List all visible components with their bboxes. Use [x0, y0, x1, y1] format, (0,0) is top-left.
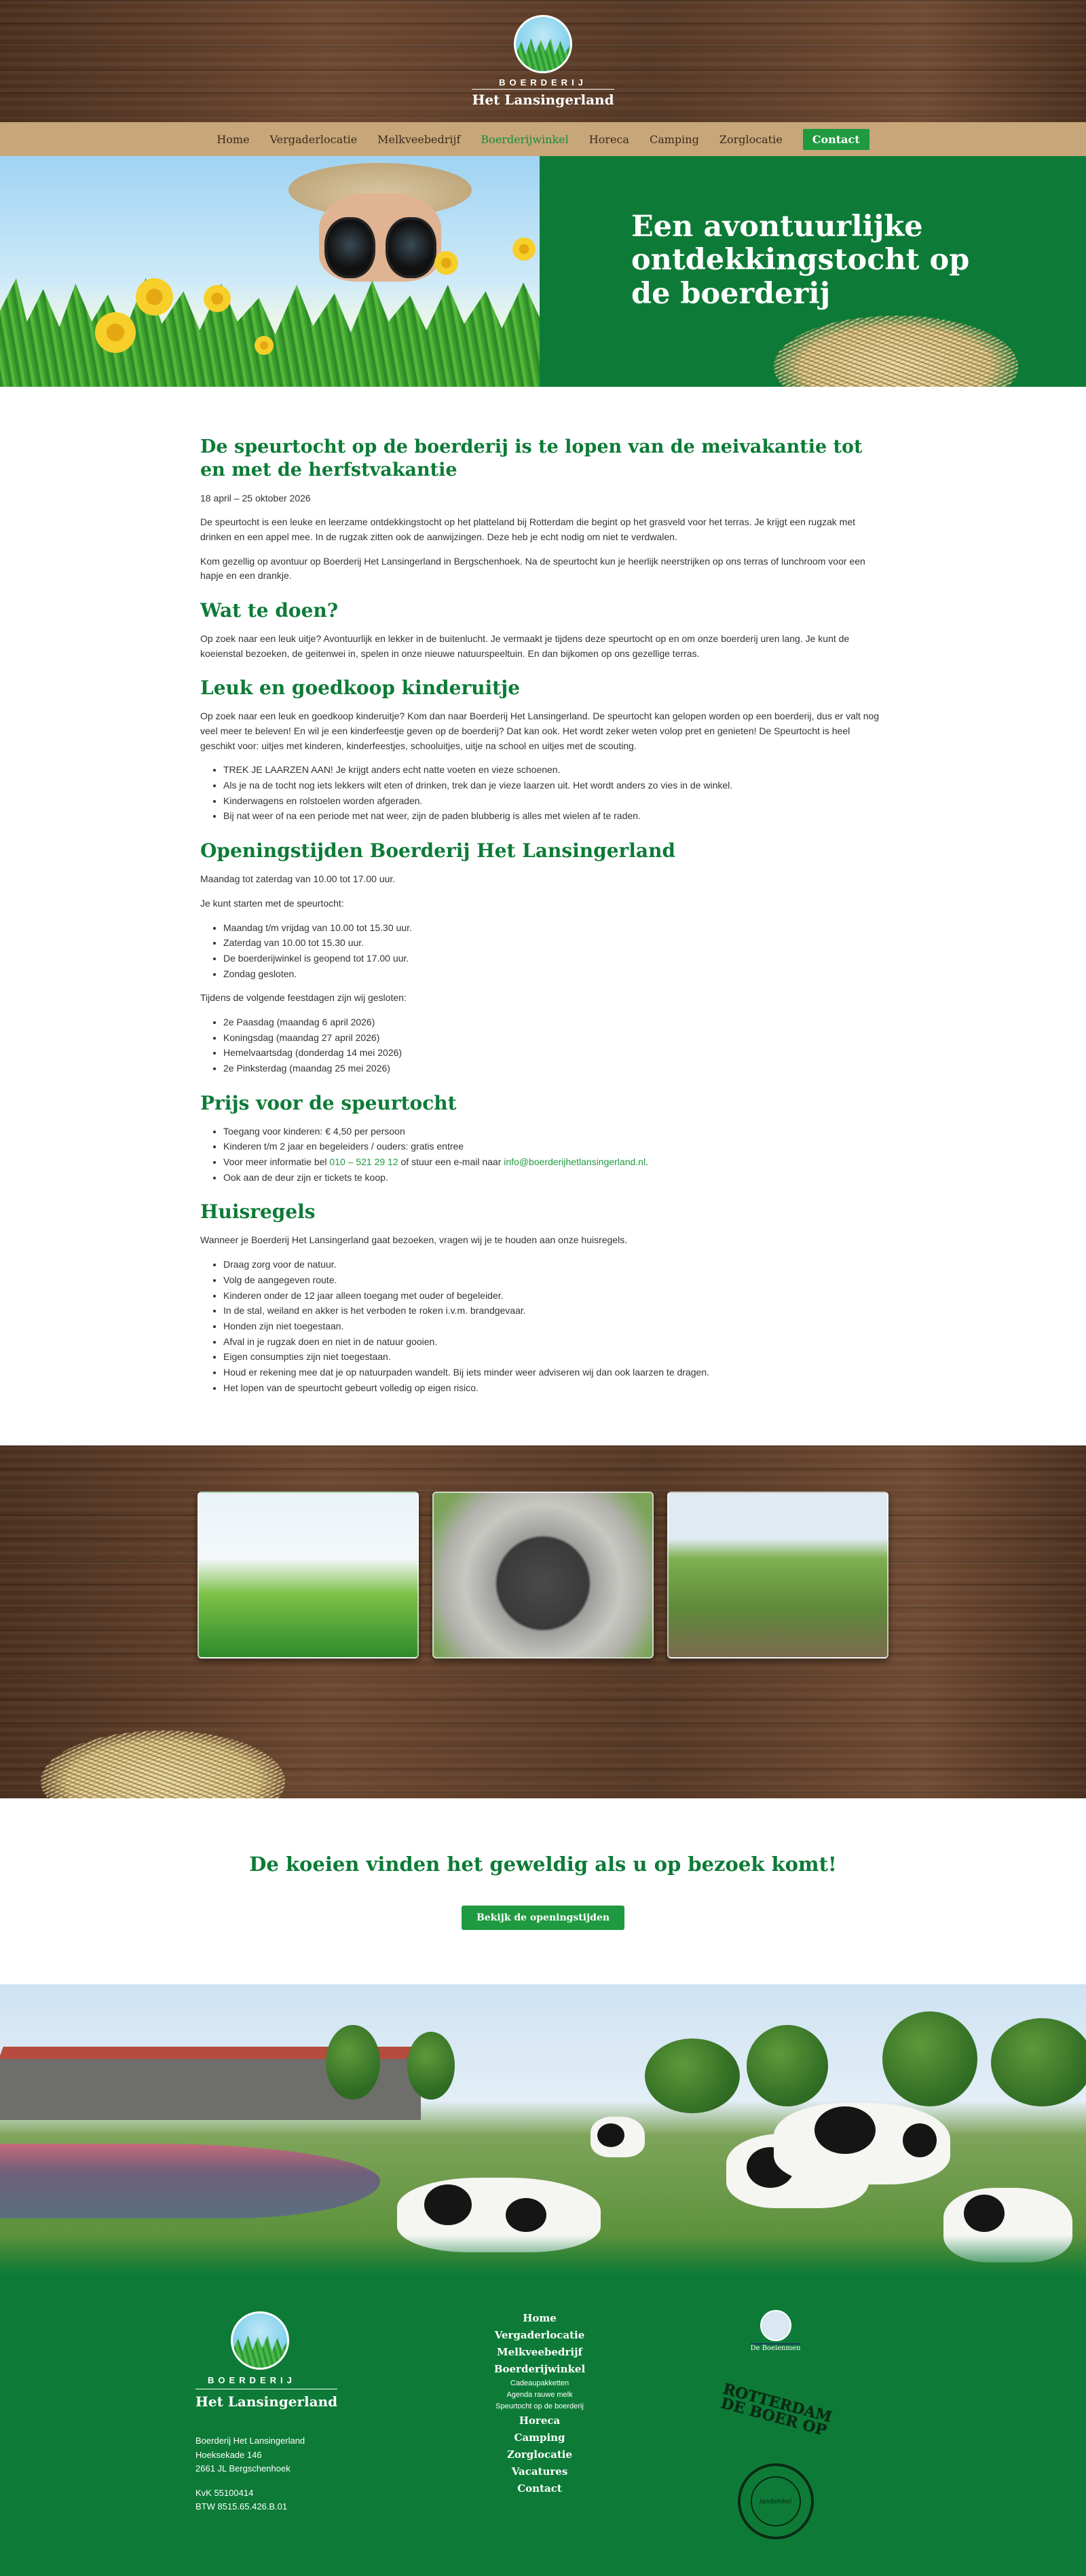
list-item: • Toegang voor kinderen: € 4,50 per persoon — [223, 1124, 886, 1139]
footer-logo[interactable] — [195, 2311, 337, 2412]
footer-link-contact[interactable]: Contact — [517, 2482, 562, 2495]
list-item: • Als je na de tocht nog iets lekkers wilt eten of drinken, trek dan je vieze laarzen uit. Het wordt anders zo vies in de winkel. — [223, 778, 886, 793]
leuk-paragraph: Op zoek naar een leuk en goedkoop kinderuitje? Kom dan naar Boerderij Het Lansingerland. De speurtocht kan gelopen worden op een boerderij, dus er valt nog veel meer te beleven! En wil je een kinderfeestje geven op de boerderij? Dat kan ook. Het wordt zeker weten volop pret en genieten! De Speurtocht is heel geschikt voor: uitjes met kinderen, kinderfeestjes, schooluitjes, uitje na school en uitjes met de scouting. — [200, 711, 880, 751]
intro-paragraph-1: De speurtocht is een leuke en leerzame ontdekkingstocht op het platteland bij Rotterdam die begint op het grasveld voor het terras. Je krijgt een rugzak met drinken en een appel mee. In de rugzak zitten ook de aanwijzingen. Deze heb je echt nodig om niet te verdwalen. — [200, 516, 855, 542]
footer-link-vacatures[interactable]: Vacatures — [511, 2465, 568, 2478]
holiday-list — [223, 1015, 886, 1076]
email-link[interactable]: info@boerderijhetlansingerland.nl — [504, 1156, 646, 1168]
open-list — [223, 921, 886, 982]
open-paragraph-3: Tijdens de volgende feestdagen zijn wij gesloten: — [200, 992, 407, 1004]
nav-item-zorglocatie[interactable]: Zorglocatie — [719, 132, 783, 146]
list-item: • 2e Pinksterdag (maandag 25 mei 2026) — [223, 1061, 886, 1076]
logo-grass-icon — [231, 2311, 289, 2370]
cta-title: De koeien vinden het geweldig als u op bezoek komt! — [249, 1853, 837, 1876]
footer-btw: BTW 8515.65.426.B.01 — [195, 2501, 288, 2512]
hero-image-binoculars — [0, 156, 540, 387]
footer-link-boerderijwinkel[interactable]: Boerderijwinkel — [493, 2363, 586, 2376]
prijs-list — [223, 1124, 886, 1186]
footer-address-line: Hoeksekade 146 — [195, 2449, 262, 2460]
hay-decoration — [41, 1730, 285, 1798]
footer-link-horeca[interactable]: Horeca — [519, 2414, 561, 2427]
footer-logo-big-text: Het Lansingerland — [195, 2389, 337, 2412]
dates-text: 18 april – 25 oktober 2026 — [200, 492, 311, 504]
list-item — [223, 1155, 886, 1170]
footer-contact-info — [195, 2311, 337, 2514]
cow-icon — [760, 2310, 791, 2341]
list-item: • Hemelvaartsdag (donderdag 14 mei 2026) — [223, 1046, 886, 1061]
list-item: • Zondag gesloten. — [223, 967, 886, 982]
footer-link-cadeaupakketten[interactable]: Cadeaupakketten — [510, 2379, 569, 2388]
main-nav — [0, 122, 1086, 156]
huisregels-list — [223, 1257, 886, 1395]
intro-paragraph-2: Kom gezellig op avontuur op Boerderij Het Lansingerland in Bergschenhoek. Na de speurtocht kun je heerlijk neerstrijken op ons terras of lunchroom voor een hapje en een drankje. — [200, 555, 865, 582]
list-item: • Afval in je rugzak doen en niet in de natuur gooien. — [223, 1335, 886, 1350]
open-paragraph-2: Je kunt starten met de speurtocht: — [200, 897, 344, 909]
huis-paragraph: Wanneer je Boerderij Het Lansingerland gaat bezoeken, vragen wij je te houden aan onze huisregels. — [200, 1234, 628, 1246]
footer-link-home[interactable]: Home — [523, 2312, 557, 2325]
list-item: • 2e Paasdag (maandag 6 april 2026) — [223, 1015, 886, 1030]
openingstijden-title: Openingstijden Boerderij Het Lansingerland — [200, 839, 675, 863]
badge-rotterdam-de-boer-op[interactable]: ROTTERDAM DE BOER OP — [727, 2361, 823, 2460]
list-item: • Honden zijn niet toegestaan. — [223, 1319, 886, 1334]
list-item: • De boerderijwinkel is geopend tot 17.00 uur. — [223, 951, 886, 966]
huisregels-title: Huisregels — [200, 1200, 316, 1224]
footer-address-line: Boerderij Het Lansingerland — [195, 2436, 305, 2446]
footer-link-camping[interactable]: Camping — [514, 2431, 565, 2444]
list-item: • In de stal, weiland en akker is het verboden te roken i.v.m. brandgevaar. — [223, 1304, 886, 1319]
site-logo[interactable] — [472, 15, 614, 108]
leuk-title: Leuk en goedkoop kinderuitje — [200, 677, 521, 700]
info-text-b: of stuur een e-mail naar — [398, 1156, 504, 1168]
logo-small-text: BOERDERIJ — [499, 77, 587, 88]
list-item: • Eigen consumpties zijn niet toegestaan. — [223, 1350, 886, 1365]
logo-big-text: Het Lansingerland — [472, 89, 614, 108]
wat-title: Wat te doen? — [200, 599, 339, 622]
hero-text-panel — [540, 156, 1086, 387]
contact-button[interactable]: Contact — [803, 129, 869, 150]
list-item: • Volg de aangegeven route. — [223, 1273, 886, 1288]
footer-badges — [719, 2310, 834, 2539]
leuk-list — [223, 763, 886, 824]
prijs-title: Prijs voor de speurtocht — [200, 1091, 457, 1114]
wat-paragraph: Op zoek naar een leuk uitje? Avontuurlijk en lekker in de buitenlucht. Je vermaakt je tijdens deze speurtocht op en om onze boerderij uren lang. Je kunt de koeienstal bezoeken, de geitenwei in, spelen in onze nieuwe natuurspeeltuin. En dan bijkomen op ons gezellige terras. — [200, 632, 850, 659]
hay-decoration — [774, 316, 1018, 387]
footer-menu — [448, 2310, 631, 2497]
footer-link-vergaderlocatie[interactable]: Vergaderlocatie — [494, 2329, 585, 2342]
site-footer — [0, 2276, 1086, 2576]
gallery-photo-children-path[interactable] — [667, 1492, 888, 1659]
footer-link-speurtocht[interactable]: Speurtocht op de boerderij — [495, 2402, 584, 2411]
badge-boeienmen-logo[interactable] — [749, 2310, 803, 2357]
list-item: • Kinderwagens en rolstoelen worden afgeraden. — [223, 794, 886, 809]
badge-boeienmen-text: De Boeienmen — [750, 2345, 801, 2353]
nav-item-camping[interactable]: Camping — [649, 132, 699, 146]
open-paragraph-1: Maandag tot zaterdag van 10.00 tot 17.00 uur. — [200, 873, 396, 885]
nav-item-vergaderlocatie[interactable]: Vergaderlocatie — [269, 132, 358, 146]
hero — [0, 156, 1086, 387]
badge-landwinkel-text: landwinkel — [751, 2476, 801, 2526]
list-item: • Kinderen t/m 2 jaar en begeleiders / ouders: gratis entree — [223, 1139, 886, 1154]
list-item: • Houd er rekening mee dat je op natuurpaden wandelt. Bij iets minder weer adviseren wij dan ook laarzen te dragen. — [223, 1365, 886, 1380]
footer-link-agenda-rauwe-melk[interactable]: Agenda rauwe melk — [506, 2391, 573, 2400]
footer-link-melkveebedrijf[interactable]: Melkveebedrijf — [496, 2346, 583, 2359]
gallery-photo-children-tunnel[interactable] — [432, 1492, 654, 1659]
list-item: • Bij nat weer of na een periode met nat weer, zijn de paden blubberig is alles met wielen af te raden. — [223, 809, 886, 824]
intro-title: De speurtocht op de boerderij is te lopen van de meivakantie tot en met de herfstvakantie — [200, 436, 863, 480]
list-item: • Zaterdag van 10.00 tot 15.30 uur. — [223, 936, 886, 951]
list-item: • Koningsdag (maandag 27 april 2026) — [223, 1031, 886, 1046]
cta-section — [0, 1798, 1086, 1984]
list-item: • TREK JE LAARZEN AAN! Je krijgt anders echt natte voeten en vieze schoenen. — [223, 763, 886, 778]
phone-link[interactable]: 010 – 521 29 12 — [329, 1156, 398, 1168]
list-item: • Draag zorg voor de natuur. — [223, 1257, 886, 1272]
list-item: • Kinderen onder de 12 jaar alleen toegang met ouder of begeleider. — [223, 1289, 886, 1304]
nav-item-home[interactable]: Home — [217, 132, 250, 146]
list-item: • Het lopen van de speurtocht gebeurt volledig op eigen risico. — [223, 1381, 886, 1396]
footer-kvk: KvK 55100414 — [195, 2487, 254, 2498]
info-text-a: Voor meer informatie bel — [223, 1156, 330, 1168]
footer-address-line: 2661 JL Bergschenhoek — [195, 2463, 291, 2474]
badge-landwinkel[interactable] — [738, 2463, 814, 2539]
logo-grass-icon — [514, 15, 572, 73]
farm-image-cows — [0, 1984, 1086, 2276]
photo-gallery — [0, 1445, 1086, 1798]
hero-title: Een avontuurlijke ontdekkingstocht op de boerderij — [631, 210, 970, 311]
footer-link-zorglocatie[interactable]: Zorglocatie — [506, 2448, 573, 2461]
openingstijden-button[interactable]: Bekijk de openingstijden — [462, 1906, 624, 1930]
nav-item-boerderijwinkel[interactable]: Boerderijwinkel — [481, 132, 569, 146]
nav-item-melkveebedrijf[interactable]: Melkveebedrijf — [377, 132, 461, 146]
list-item: • Ook aan de deur zijn er tickets te koop. — [223, 1171, 886, 1186]
info-text-c: . — [645, 1156, 648, 1168]
main-content — [200, 387, 886, 1445]
nav-item-horeca[interactable]: Horeca — [588, 132, 629, 146]
gallery-photo-binoculars[interactable] — [198, 1492, 419, 1659]
list-item: • Maandag t/m vrijdag van 10.00 tot 15.30 uur. — [223, 921, 886, 936]
site-header — [0, 0, 1086, 122]
footer-logo-small-text: BOERDERIJ — [208, 2375, 296, 2386]
